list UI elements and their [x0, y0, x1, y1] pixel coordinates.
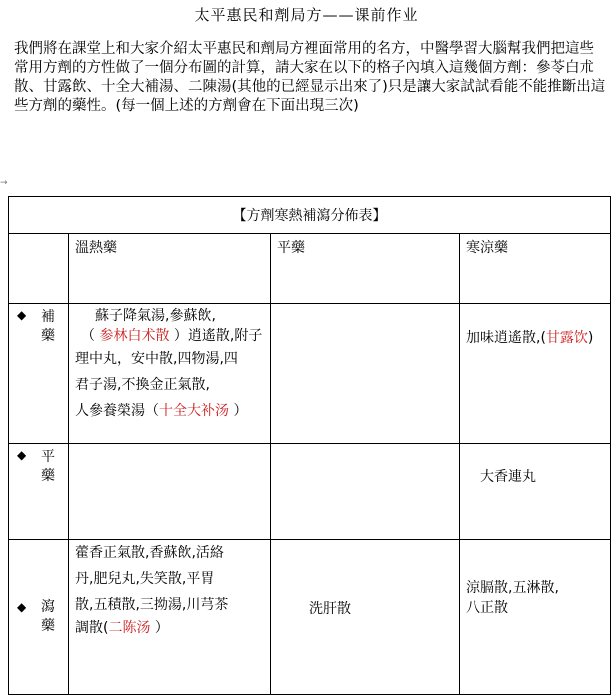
- header-warm: 溫熱藥: [69, 234, 271, 304]
- row-label-char: 平: [41, 449, 55, 465]
- cell-neutral-cold: 大香連丸: [460, 444, 611, 540]
- cell-neutral-neutral[interactable]: [271, 444, 460, 540]
- cell-line: （: [81, 328, 100, 344]
- cell-tonify-cold: [460, 304, 611, 444]
- cell-line: ）: [229, 403, 248, 419]
- header-cold: 寒涼藥: [460, 234, 611, 304]
- cell-line: ）: [150, 620, 169, 636]
- cell-line: 蘇子降氣湯,參蘇飲,: [95, 308, 216, 324]
- row-label-char: 瀉: [41, 599, 55, 615]
- row-label-char: 補: [41, 309, 55, 325]
- cell-line: 涼膈散,五淋散,: [466, 580, 559, 596]
- instructions-text: 我們將在課堂上和大家介紹太平惠民和劑局方裡面常用的名方，中醫學習大腦幫我們把這些常用方劑的方性做了一個分布圖的計算，請大家在以下的格子內填入這幾個方劑：參苓白朮散、甘露飲、十全大補湯、二陳湯(其他的已經显示出來了)只是讓大家試試看能不能推斷出這些方劑的藥性。(每一個上述的方劑會在下面出現三次): [14, 41, 606, 114]
- cell-line: 調散(: [75, 620, 109, 636]
- cell-text: 加味逍遙散,(: [466, 330, 546, 346]
- row-label-tonify: [9, 304, 69, 444]
- cell-line: 人參養榮湯（: [75, 403, 159, 419]
- cell-purge-neutral: 洗肝散: [271, 540, 460, 695]
- cell-line: 藿香正氣散,香蘇飲,活絡: [75, 545, 224, 561]
- prescription-distribution-table: [8, 196, 611, 695]
- row-label-neutral: [9, 444, 69, 540]
- cell-line: 理中丸，安中散,四物湯,四: [75, 351, 238, 367]
- row-label-char: 藥: [41, 468, 55, 484]
- table-caption: 【方劑寒熱補瀉分佈表】: [9, 197, 611, 234]
- cell-line: 丹,肥兒丸,失笑散,平胃: [75, 571, 215, 587]
- cell-line: 君子湯,不換金正氣散,: [75, 377, 210, 393]
- cell-purge-warm: [69, 540, 271, 695]
- answer-field[interactable]: 二陈汤: [108, 620, 151, 636]
- row-label-char: 藥: [41, 328, 55, 344]
- instructions-paragraph: [14, 40, 606, 116]
- header-neutral: 平藥: [271, 234, 460, 304]
- answer-field[interactable]: 甘露饮: [545, 330, 588, 346]
- cell-purge-cold: [460, 540, 611, 695]
- page-title: 太平惠民和劑局方——课前作业: [194, 6, 419, 24]
- answer-field[interactable]: 十全大补汤: [159, 403, 229, 419]
- cell-tonify-warm: [69, 304, 271, 444]
- cell-line: ）逍遙散,附子: [169, 328, 263, 344]
- row-label-purge: [9, 540, 69, 695]
- cell-line: 八正散: [466, 600, 508, 616]
- cell-neutral-warm[interactable]: [69, 444, 271, 540]
- cell-line: 散,五積散,三拗湯,川芎茶: [75, 597, 229, 613]
- cell-tonify-neutral[interactable]: [271, 304, 460, 444]
- corner-cell: [9, 234, 69, 304]
- diamond-bullet-icon: ◆: [17, 600, 27, 614]
- cell-text: ): [587, 330, 594, 346]
- answer-field[interactable]: 参林白术散: [99, 328, 170, 344]
- diamond-bullet-icon: ◆: [17, 448, 27, 462]
- diamond-bullet-icon: ◆: [17, 308, 27, 322]
- row-label-char: 藥: [41, 618, 55, 634]
- paragraph-mark-icon: →: [0, 178, 8, 188]
